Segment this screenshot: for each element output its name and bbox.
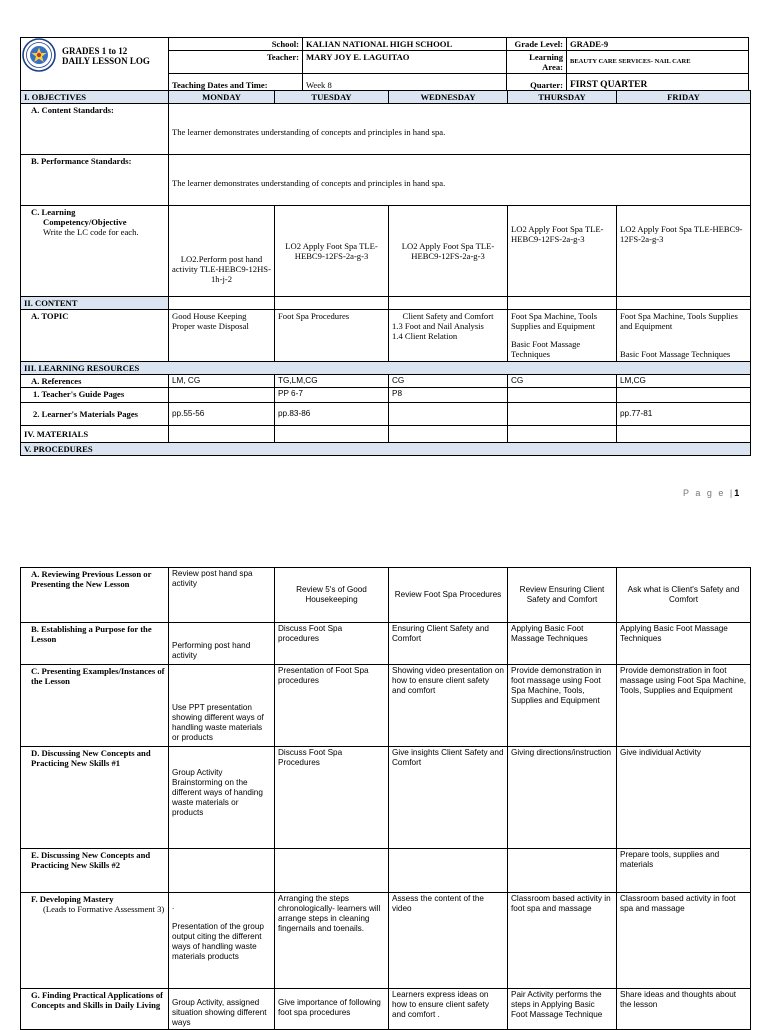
procedure-f-sub: (Leads to Formative Assessment 3) — [43, 904, 165, 914]
page-number — [683, 488, 739, 498]
procedure-d-monday: Group Activity Brainstorming on the different ways of handing waste materials or products — [169, 747, 275, 849]
procedure-c-friday: Provide demonstration in foot massage using Foot Spa Machine, Tools, Supplies and Equipment — [617, 665, 751, 747]
procedure-d-thursday: Giving directions/instruction — [508, 747, 617, 849]
topic-monday-1: Good House Keeping — [172, 311, 247, 321]
dates-value: Week 8 — [303, 74, 507, 92]
topic-thursday-2: Basic Foot Massage Techniques — [511, 339, 581, 359]
procedure-b-wednesday: Ensuring Client Safety and Comfort — [389, 623, 508, 665]
procedures-heading: V. PROCEDURES — [21, 443, 751, 456]
procedure-f-label — [21, 893, 169, 989]
references-tuesday: TG,LM,CG — [275, 375, 389, 388]
procedure-a-thursday: Review Ensuring Client Safety and Comfort — [508, 568, 617, 623]
teacher-label: Teacher: — [169, 51, 303, 74]
topic-friday-2: Basic Foot Massage Techniques — [620, 349, 731, 359]
procedure-g-friday: Share ideas and thoughts about the lesson — [617, 989, 751, 1030]
procedure-a-tuesday: Review 5's of Good Housekeeping — [275, 568, 389, 623]
title-line-1: GRADES 1 to 12 — [62, 46, 128, 56]
lc-label-2: Competency/Objective — [43, 217, 127, 227]
procedure-b-label: B. Establishing a Purpose for the Lesson — [21, 623, 169, 665]
page-number-value: 1 — [734, 488, 740, 498]
procedure-d-wednesday: Give insights Client Safety and Comfort — [389, 747, 508, 849]
lc-label-1: C. Learning — [31, 207, 76, 217]
objectives-heading: I. OBJECTIVES — [21, 91, 169, 104]
references-friday: LM,CG — [617, 375, 751, 388]
content-heading: II. CONTENT — [21, 297, 169, 310]
procedure-a-monday: Review post hand spa activity — [169, 568, 275, 623]
day-header-monday: MONDAY — [169, 91, 275, 104]
content-standards-label: A. Content Standards: — [21, 104, 169, 155]
day-header-thursday: THURSDAY — [508, 91, 617, 104]
procedure-e-thursday — [508, 849, 617, 893]
page-label: P a g e | — [683, 488, 735, 498]
lc-label-3: Write the LC code for each. — [43, 227, 139, 237]
procedure-f-friday: Classroom based activity in foot spa and massage — [617, 893, 751, 989]
procedure-e-wednesday — [389, 849, 508, 893]
topic-monday-2: Proper waste Disposal — [172, 321, 249, 331]
procedure-g-thursday: Pair Activity performs the steps in Applying Basic Foot Massage Technique — [508, 989, 617, 1030]
procedure-d-tuesday: Discuss Foot Spa Procedures — [275, 747, 389, 849]
tg-monday — [169, 388, 275, 403]
lc-tuesday: LO2 Apply Foot Spa TLE-HEBC9-12FS-2a-g-3 — [275, 206, 389, 297]
references-label: A. References — [21, 375, 169, 388]
learners-materials-label: 2. Learner's Materials Pages — [21, 403, 169, 426]
procedure-c-monday: Use PPT presentation showing different ways of handling waste materials or products — [169, 665, 275, 747]
lm-friday: pp.77-81 — [617, 403, 751, 426]
performance-standards-text: The learner demonstrates understanding of concepts and principles in hand spa. — [169, 155, 751, 206]
quarter-label: Quarter: — [507, 74, 567, 92]
procedure-f-title: F. Developing Mastery — [31, 894, 114, 904]
day-header-friday: FRIDAY — [617, 91, 751, 104]
procedure-e-monday — [169, 849, 275, 893]
lc-thursday: LO2 Apply Foot Spa TLE-HEBC9-12FS-2a-g-3 — [508, 206, 617, 297]
lc-monday: LO2.Perform post hand activity TLE-HEBC9-12HS-1h-j-2 — [169, 206, 275, 297]
procedure-a-friday: Ask what is Client's Safety and Comfort — [617, 568, 751, 623]
lm-thursday — [508, 403, 617, 426]
procedure-g-monday: Group Activity, assigned situation showing different ways — [169, 989, 275, 1030]
grade-label: Grade Level: — [507, 38, 567, 51]
day-header-wednesday: WEDNESDAY — [389, 91, 508, 104]
topic-wednesday — [389, 310, 508, 362]
procedure-c-tuesday: Presentation of Foot Spa procedures — [275, 665, 389, 747]
procedure-b-tuesday: Discuss Foot Spa procedures — [275, 623, 389, 665]
tg-wednesday: P8 — [389, 388, 508, 403]
performance-standards-label: B. Performance Standards: — [21, 155, 169, 206]
topic-friday-1: Foot Spa Machine, Tools Supplies and Equipment — [620, 311, 738, 331]
topic-label: A. TOPIC — [21, 310, 169, 362]
procedure-d-label: D. Discussing New Concepts and Practicing New Skills #1 — [21, 747, 169, 849]
procedure-e-friday: Prepare tools, supplies and materials — [617, 849, 751, 893]
topic-friday — [617, 310, 751, 362]
teachers-guide-label: 1. Teacher's Guide Pages — [21, 388, 169, 403]
procedure-f-monday-dot: . — [172, 902, 175, 911]
procedure-c-label: C. Presenting Examples/Instances of the Lesson — [21, 665, 169, 747]
objectives-table — [20, 90, 751, 456]
area-value: BEAUTY CARE SERVICES- NAIL CARE — [567, 51, 749, 74]
procedure-e-tuesday — [275, 849, 389, 893]
school-value: KALIAN NATIONAL HIGH SCHOOL — [303, 38, 507, 51]
area-label: Learning Area: — [507, 51, 567, 74]
lm-tuesday: pp.83-86 — [275, 403, 389, 426]
resources-heading: III. LEARNING RESOURCES — [21, 362, 751, 375]
tg-tuesday: PP 6-7 — [275, 388, 389, 403]
procedure-g-label: G. Finding Practical Applications of Concepts and Skills in Daily Living — [21, 989, 169, 1030]
procedure-b-thursday: Applying Basic Foot Massage Techniques — [508, 623, 617, 665]
logo-cell — [21, 38, 169, 92]
lm-wednesday — [389, 403, 508, 426]
topic-tuesday: Foot Spa Procedures — [275, 310, 389, 362]
content-standards-text: The learner demonstrates understanding of concepts and principles in hand spa. — [169, 104, 751, 155]
tg-friday — [617, 388, 751, 403]
lm-monday: pp.55-56 — [169, 403, 275, 426]
references-wednesday: CG — [389, 375, 508, 388]
procedure-b-friday: Applying Basic Foot Massage Techniques — [617, 623, 751, 665]
topic-wednesday-2: 1.3 Foot and Nail Analysis — [392, 321, 484, 331]
procedure-d-friday: Give individual Activity — [617, 747, 751, 849]
procedure-a-wednesday: Review Foot Spa Procedures — [389, 568, 508, 623]
procedure-g-wednesday: Learners express ideas on how to ensure client safety and comfort . — [389, 989, 508, 1030]
header-info-table — [20, 37, 749, 92]
topic-thursday — [508, 310, 617, 362]
grade-value: GRADE-9 — [567, 38, 749, 51]
procedure-b-monday: Performing post hand activity — [169, 623, 275, 665]
references-thursday: CG — [508, 375, 617, 388]
procedure-f-monday — [169, 893, 275, 989]
procedure-c-thursday: Provide demonstration in foot massage using Foot Spa Machine, Tools, Supplies and Equipment — [508, 665, 617, 747]
topic-thursday-1: Foot Spa Machine, Tools Supplies and Equipment — [511, 311, 598, 331]
tg-thursday — [508, 388, 617, 403]
lc-wednesday: LO2 Apply Foot Spa TLE-HEBC9-12FS-2a-g-3 — [389, 206, 508, 297]
procedure-f-monday-text: Presentation of the group output citing the different ways of handling waste materials products — [172, 922, 264, 961]
topic-monday — [169, 310, 275, 362]
topic-wednesday-3: 1.4 Client Relation — [392, 331, 458, 341]
procedures-table — [20, 567, 751, 1030]
school-label: School: — [169, 38, 303, 51]
topic-wednesday-1: Client Safety and Comfort — [402, 311, 494, 321]
teacher-value: MARY JOY E. LAGUITAO — [303, 51, 507, 74]
references-monday: LM, CG — [169, 375, 275, 388]
procedure-f-wednesday: Assess the content of the video — [389, 893, 508, 989]
title-line-2: DAILY LESSON LOG — [62, 56, 150, 66]
learning-competency-label — [21, 206, 169, 297]
procedure-f-thursday: Classroom based activity in foot spa and massage — [508, 893, 617, 989]
materials-heading: IV. MATERIALS — [21, 426, 169, 443]
procedure-f-tuesday: Arranging the steps chronologically- learners will arrange steps in cleaning fingernails and toenails. — [275, 893, 389, 989]
lc-friday: LO2 Apply Foot Spa TLE-HEBC9-12FS-2a-g-3 — [617, 206, 751, 297]
procedure-g-tuesday: Give importance of following foot spa procedures — [275, 989, 389, 1030]
procedure-e-label: E. Discussing New Concepts and Practicing New Skills #2 — [21, 849, 169, 893]
day-header-tuesday: TUESDAY — [275, 91, 389, 104]
procedure-a-label: A. Reviewing Previous Lesson or Presenting the New Lesson — [21, 568, 169, 623]
procedure-c-wednesday: Showing video presentation on how to ensure client safety and comfort — [389, 665, 508, 747]
dates-label: Teaching Dates and Time: — [169, 74, 303, 92]
quarter-value: FIRST QUARTER — [567, 74, 749, 92]
